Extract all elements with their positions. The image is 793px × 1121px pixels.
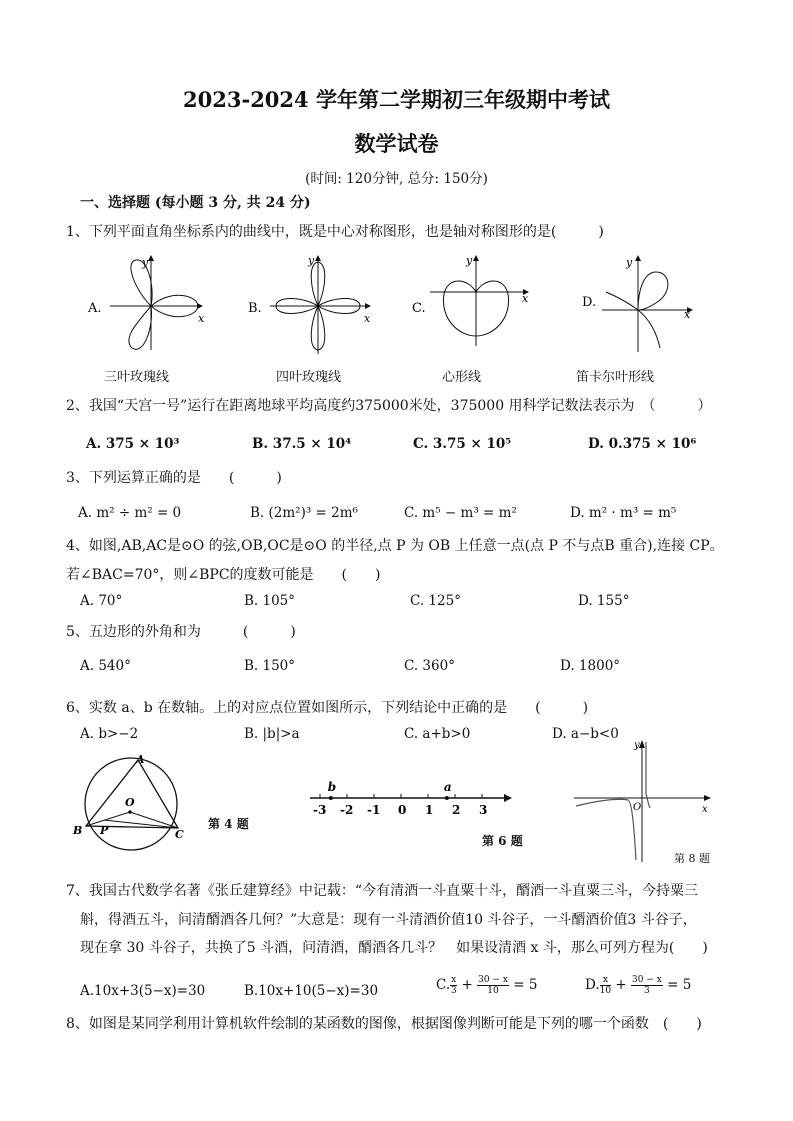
number-line-tick-label: 2 bbox=[452, 803, 461, 817]
three-leaf-rose-figure bbox=[87, 256, 205, 350]
q1-figures bbox=[80, 250, 720, 360]
q1-curve-figures bbox=[80, 250, 720, 360]
caption-folium: 笛卡尔叶形线 bbox=[576, 370, 655, 385]
point-b-label: B bbox=[73, 824, 83, 837]
caption-four-leaf: 四叶玫瑰线 bbox=[276, 370, 342, 385]
option-label: A. bbox=[88, 301, 102, 316]
svg-text:y: y bbox=[466, 254, 473, 267]
number-line-tick-label: 1 bbox=[425, 803, 434, 817]
exam-subject: 数学试卷 bbox=[354, 131, 439, 156]
folium-figure bbox=[582, 256, 692, 352]
q2-option-d: D. 0.375 × 10⁶ bbox=[588, 436, 697, 452]
q3-option-c: C. m⁵ − m³ = m² bbox=[404, 505, 517, 521]
q2-option-b: B. 37.5 × 10⁴ bbox=[252, 436, 352, 452]
axis-y-label: y bbox=[634, 740, 640, 751]
option-label: B. bbox=[248, 301, 262, 316]
q1-text: 1、下列平面直角坐标系内的曲线中，既是中心对称图形，也是轴对称图形的是( ) bbox=[66, 224, 604, 240]
caption-cardioid: 心形线 bbox=[442, 370, 482, 385]
q6-option-b: B. |b|>a bbox=[244, 726, 300, 742]
number-line-point bbox=[445, 796, 449, 800]
point-p-label: P bbox=[100, 824, 109, 837]
q6-option-c: C. a+b>0 bbox=[404, 726, 471, 742]
point-a-label: A bbox=[136, 753, 145, 766]
q7-line1: 7、我国古代数学名著《张丘建算经》中记载：“今有清酒一斗直粟十斗，醑酒一斗直粟三斗，今持粟三 bbox=[66, 883, 699, 899]
svg-text:y: y bbox=[626, 256, 633, 269]
q4-option-c: C. 125° bbox=[410, 593, 461, 609]
svg-text:y: y bbox=[308, 254, 315, 267]
number-line-point bbox=[329, 796, 333, 800]
q7-option-c: C. $\frac{x}{3}$ + $\frac{30 - x}{10}$ = 5 bbox=[436, 975, 538, 996]
q3-option-b: B. (2m²)³ = 2m⁶ bbox=[250, 505, 358, 521]
q3-option-a: A. m² ÷ m² = 0 bbox=[78, 505, 182, 521]
q6-option-d: D. a−b<0 bbox=[552, 726, 619, 742]
option-label: C. bbox=[412, 301, 426, 316]
q3-option-d: D. m² · m³ = m⁵ bbox=[570, 505, 677, 521]
q3-text: 3、下列运算正确的是 ( ) bbox=[66, 470, 282, 486]
q6-text: 6、实数 a、b 在数轴。上的对应点位置如图所示，下列结论中正确的是 ( ) bbox=[66, 700, 589, 716]
point-o-label: O bbox=[125, 796, 135, 809]
axis-x-label: x bbox=[702, 804, 708, 815]
origin-label: O bbox=[633, 802, 642, 813]
four-leaf-rose-figure bbox=[248, 254, 371, 354]
exam-info: (时间: 120分钟, 总分: 150分) bbox=[305, 171, 488, 187]
q2-option-a: A. 375 × 10³ bbox=[86, 436, 180, 452]
number-line-tick-label: 0 bbox=[398, 803, 407, 817]
q7-line2: 斛，得酒五斗，问清醑酒各几何？”大意是：现有一斗清酒价值10 斗谷子，一斗醑酒价值3 斗谷子， bbox=[80, 912, 697, 928]
number-line-point-label: b bbox=[327, 780, 337, 794]
svg-text:x: x bbox=[522, 292, 529, 305]
figure-q8 bbox=[570, 736, 720, 866]
figure-q4-label: 第 4 题 bbox=[208, 817, 249, 831]
number-line-tick-label: 3 bbox=[479, 803, 488, 817]
number-line-tick-label: -2 bbox=[340, 803, 354, 817]
figure-q8-label: 第 8 题 bbox=[674, 852, 710, 865]
q5-option-c: C. 360° bbox=[404, 658, 455, 674]
q7-option-d: D. $\frac{x}{10}$ + $\frac{30 - x}{3}$ = 5 bbox=[585, 975, 692, 996]
q7-option-a: A.10x+3(5−x)=30 bbox=[80, 983, 206, 999]
q4-text-line1: 4、如图,AB,AC是⊙O 的弦,OB,OC是⊙O 的半径,点 P 为 OB 上任意一点(点 P 不与点B 重合),连接 CP。 bbox=[66, 538, 724, 554]
q5-option-b: B. 150° bbox=[244, 658, 296, 674]
q6-option-a: A. b>−2 bbox=[80, 726, 139, 742]
figure-q4 bbox=[68, 752, 198, 852]
q2-option-c: C. 3.75 × 10⁵ bbox=[413, 436, 512, 452]
svg-text:x: x bbox=[364, 312, 371, 325]
figure-q6-label: 第 6 题 bbox=[482, 834, 523, 848]
option-label: D. bbox=[582, 295, 597, 310]
svg-text:y: y bbox=[142, 256, 149, 269]
q4-option-a: A. 70° bbox=[80, 593, 123, 609]
exam-title: 2023-2024 学年第二学期初三年级期中考试 bbox=[183, 87, 610, 112]
q4-text-line2: 若∠BAC=70°，则∠BPC的度数可能是 ( ) bbox=[66, 567, 381, 583]
q5-text: 5、五边形的外角和为 ( ) bbox=[66, 624, 296, 640]
number-line-tick-label: -1 bbox=[367, 803, 381, 817]
section-title: 一、选择题 (每小题 3 分, 共 24 分) bbox=[80, 195, 311, 211]
number-line-tick-label: -3 bbox=[313, 803, 327, 817]
point-c-label: C bbox=[175, 828, 184, 841]
cardioid-figure bbox=[412, 254, 529, 346]
q7-line3: 现在拿 30 斗谷子，共换了5 斗酒，问清酒，醑酒各几斗？ 如果设清酒 x 斗，那么可列方程为( ) bbox=[80, 940, 708, 956]
q5-option-a: A. 540° bbox=[80, 658, 131, 674]
caption-three-leaf: 三叶玫瑰线 bbox=[104, 370, 170, 385]
q7-option-b: B.10x+10(5−x)=30 bbox=[244, 983, 379, 999]
q8-text: 8、如图是某同学利用计算机软件绘制的某函数的图像，根据图像判断可能是下列的哪一个函数 ( ) bbox=[66, 1016, 702, 1032]
q2-text: 2、我国“天宫一号”运行在距离地球平均高度约375000米处，375000 用科学记数法表示为 （ ） bbox=[66, 398, 712, 414]
q4-option-b: B. 105° bbox=[244, 593, 296, 609]
svg-text:x: x bbox=[684, 308, 691, 321]
svg-text:x: x bbox=[198, 312, 205, 325]
number-line-point-label: a bbox=[443, 780, 452, 794]
q5-option-d: D. 1800° bbox=[560, 658, 621, 674]
figure-q6 bbox=[306, 780, 516, 820]
q4-option-d: D. 155° bbox=[578, 593, 630, 609]
